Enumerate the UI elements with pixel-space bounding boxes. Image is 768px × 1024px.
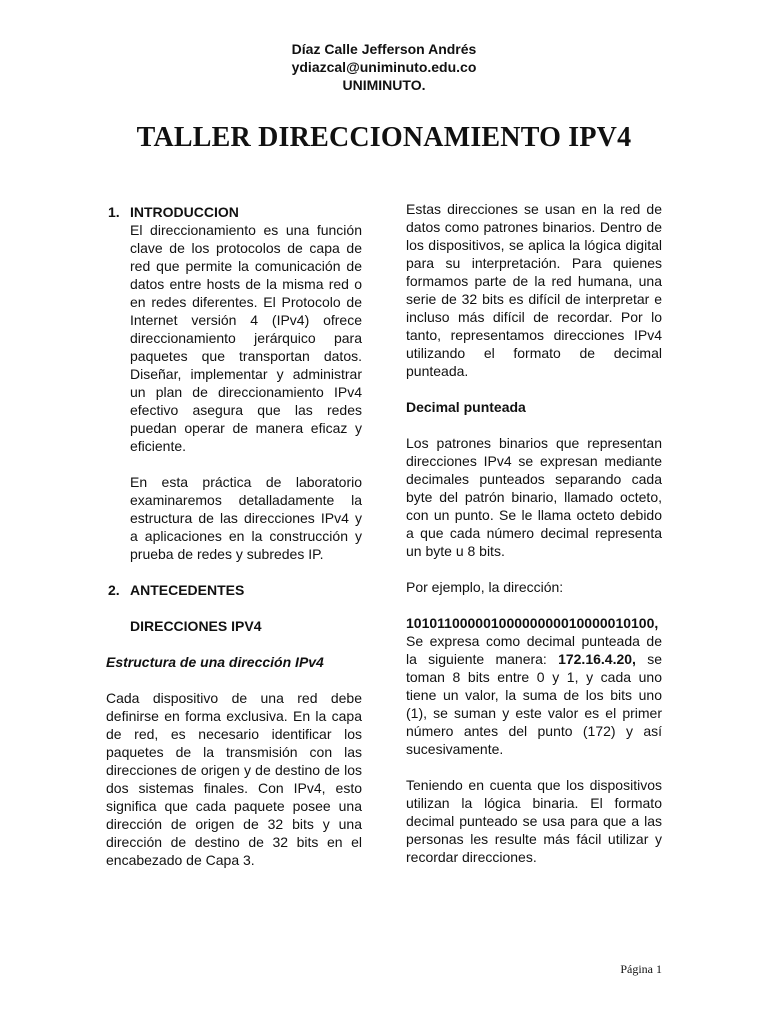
author-name: Díaz Calle Jefferson Andrés [291,41,477,57]
right-paragraph-3: Por ejemplo, la dirección: [406,579,564,595]
dotted-address: 172.16.4.20, [558,651,636,667]
example-paragraph [406,614,662,758]
section-1-title: INTRODUCCION [130,204,239,220]
right-column [406,200,662,866]
section-2-title: ANTECEDENTES [130,582,245,598]
right-paragraph-1: Estas direcciones se usan en la red de datos como patrones binarios. Dentro de los dispositivos, se aplica la lógica digital para su interpretación. Para quienes formamos parte de la red humana, una serie de 32 bits es difícil de interpretar e incluso más difícil de recordar. Por lo tanto, representamos direcciones IPv4 utilizando el formato de decimal punteada. [406,201,662,379]
institution-name: UNIMINUTO. [342,77,426,93]
italic-heading: Estructura de una dirección IPv4 [106,654,324,670]
section-1-heading [108,203,362,221]
author-email: ydiazcal@uniminuto.edu.co [291,59,477,75]
right-paragraph-2: Los patrones binarios que representan direcciones IPv4 se expresan mediante decimales punteados separando cada byte del patrón binario, llamado octeto, con un punto. Se le llama octeto debido a que cada número decimal representa un byte u 8 bits. [406,435,662,559]
subheading-direcciones: DIRECCIONES IPV4 [130,618,262,634]
section-2-number: 2. [108,582,120,598]
right-paragraph-5: Teniendo en cuenta que los dispositivos utilizan la lógica binaria. El formato decimal punteado se usa para que a las personas les resulte más fácil utilizar y recordar direcciones. [406,777,662,865]
document-header [0,40,768,94]
decimal-heading: Decimal punteada [406,399,526,415]
document-title: TALLER DIRECCIONAMIENTO IPV4 [136,122,632,153]
example-text-b: se toman 8 bits entre 0 y 1, y cada uno tiene un valor, la suma de los bits uno (1), se suman y este valor es el primer número antes del punto (172) y así sucesivamente. [406,651,662,757]
binary-address: 10101100000100000000010000010100, [406,615,659,631]
section-1-number: 1. [108,204,120,220]
page-number: Página 1 [620,962,662,976]
intro-paragraph-2: En esta práctica de laboratorio examinaremos detalladamente la estructura de las direcciones IPv4 y a aplicaciones en la construcción y prueba de redes y subredes IP. [130,474,362,562]
structure-paragraph: Cada dispositivo de una red debe definirse en forma exclusiva. En la capa de red, es necesario identificar los paquetes de la transmisión con las direcciones de origen y de destino de los dos sistemas finales. Con IPv4, esto significa que cada paquete posee una dirección de origen de 32 bits y una dirección de destino de 32 bits en el encabezado de Capa 3. [106,690,362,868]
section-2-heading [108,581,362,599]
intro-paragraph-1: El direccionamiento es una función clave de los protocolos de capa de red que permite la comunicación de datos entre hosts de la misma red o en redes diferentes. El Protocolo de Internet versión 4 (IPv4) ofrece direccionamiento jerárquico para paquetes que transportan datos. Diseñar, implementar y administrar un plan de direccionamiento IPv4 efectivo asegura que las redes puedan operar de manera eficaz y eficiente. [130,222,362,454]
example-text-a: Se expresa como decimal punteada de la siguiente manera: [406,633,662,667]
left-column [106,203,362,869]
